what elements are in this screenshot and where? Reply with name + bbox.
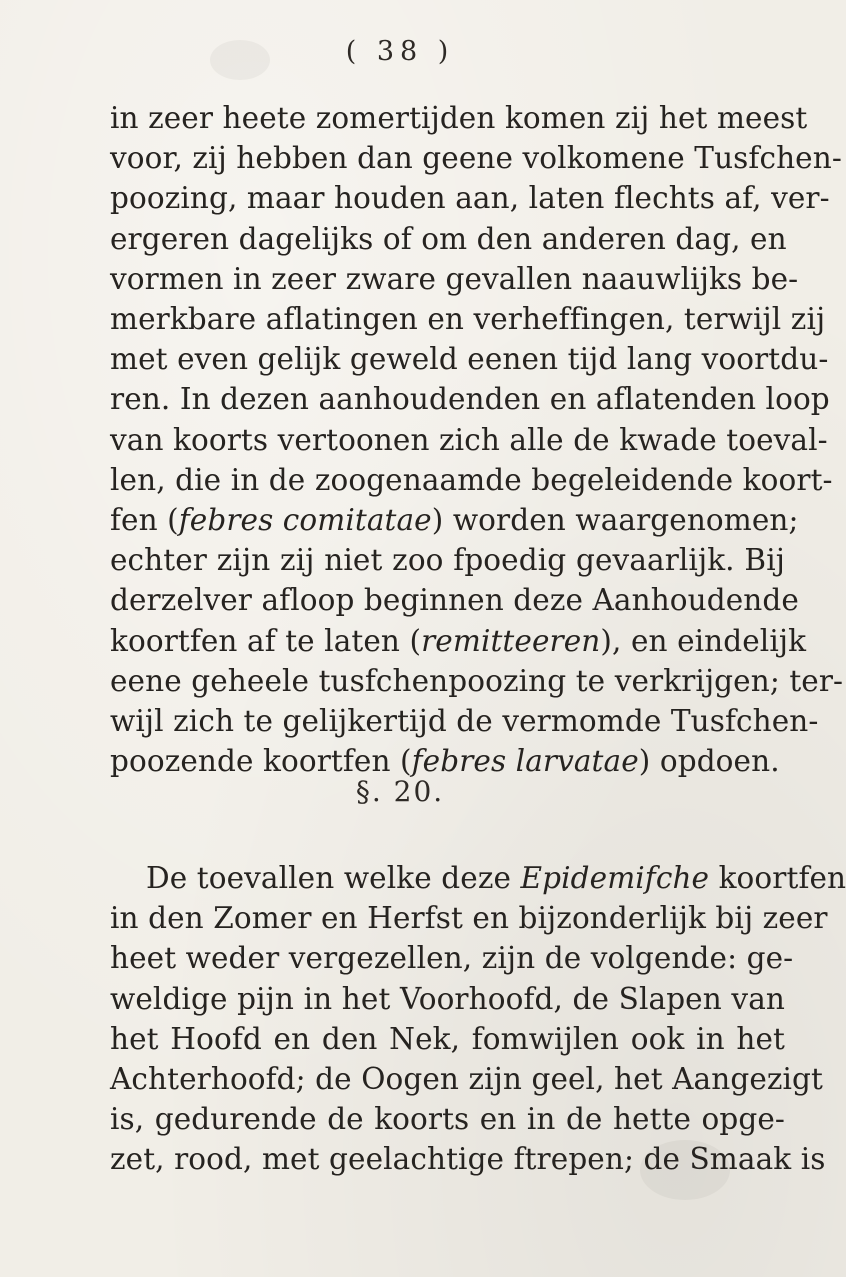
text-line bbox=[110, 701, 819, 741]
text-segment: met even gelijk geweld eenen tijd lang voortdu- bbox=[110, 342, 829, 377]
text-line bbox=[110, 379, 830, 419]
text-segment: derzelver afloop beginnen deze Aanhoudende bbox=[110, 583, 799, 618]
text-line bbox=[110, 219, 785, 259]
section-heading: §. 20. bbox=[355, 775, 445, 808]
text-line bbox=[110, 1059, 823, 1099]
text-line bbox=[110, 938, 794, 978]
latin-term: Epidemifche bbox=[520, 861, 710, 895]
text-line bbox=[110, 420, 828, 460]
text-segment: koortfen af te laten ( bbox=[110, 623, 422, 658]
text-segment: heet weder vergezellen, zijn de volgende: ge- bbox=[110, 941, 794, 976]
paragraph-body-section-20 bbox=[110, 858, 846, 1180]
text-line bbox=[110, 299, 826, 339]
text-segment: ), en eindelijk bbox=[600, 623, 807, 658]
text-segment: weldige pijn in het Voorhoofd, de Slapen van bbox=[110, 981, 785, 1016]
text-line bbox=[110, 979, 785, 1019]
text-line bbox=[110, 178, 830, 218]
text-segment: wijl zich te gelijkertijd de vermomde Tusfchen- bbox=[110, 704, 819, 739]
text-segment: eene geheele tusfchenpoozing te verkrijgen; ter- bbox=[110, 663, 844, 698]
text-line bbox=[110, 460, 833, 500]
text-segment: ) opdoen. bbox=[638, 744, 780, 779]
page-number: ( 38 ) bbox=[345, 36, 455, 67]
text-segment: merkbare aflatingen en verheffingen, terwijl zij bbox=[110, 302, 826, 337]
text-segment: van koorts vertoonen zich alle de kwade toeval- bbox=[110, 422, 828, 457]
text-line bbox=[110, 259, 799, 299]
text-segment: len, die in de zoogenaamde begeleidende koort- bbox=[110, 462, 833, 497]
text-line bbox=[110, 621, 807, 661]
latin-term: remitteeren bbox=[421, 623, 601, 658]
text-segment: voor, zij hebben dan geene volkomene Tusfchen- bbox=[110, 141, 842, 176]
text-segment: Achterhoofd; de Oogen zijn geel, het Aangezigt bbox=[110, 1062, 823, 1097]
text-line bbox=[110, 98, 808, 138]
text-line bbox=[110, 500, 799, 540]
text-line bbox=[110, 1139, 826, 1179]
text-line bbox=[110, 339, 829, 379]
text-line bbox=[110, 898, 828, 938]
text-line bbox=[110, 540, 785, 580]
text-segment: echter zijn zij niet zoo fpoedig gevaarlijk. Bij bbox=[110, 543, 785, 578]
text-segment: koortfen bbox=[709, 861, 846, 895]
text-segment: ergeren dagelijks of om den anderen dag, en bbox=[110, 221, 787, 256]
text-line bbox=[110, 1099, 785, 1139]
text-segment: De toevallen welke deze bbox=[146, 861, 521, 895]
latin-term: febres larvatae bbox=[411, 744, 639, 779]
text-line bbox=[110, 580, 799, 620]
paragraph-body bbox=[110, 98, 844, 781]
text-segment: in den Zomer en Herfst en bijzonderlijk bij zeer bbox=[110, 901, 828, 936]
text-segment: poozende koortfen ( bbox=[110, 744, 412, 779]
text-line bbox=[110, 858, 846, 898]
text-segment: is, gedurende de koorts en in de hette opge- bbox=[110, 1102, 785, 1137]
text-line bbox=[110, 1019, 785, 1059]
text-segment: zet, rood, met geelachtige ftrepen; de Smaak is bbox=[110, 1142, 826, 1177]
text-segment: poozing, maar houden aan, laten flechts af, ver- bbox=[110, 181, 830, 216]
text-segment: vormen in zeer zware gevallen naauwlijks be- bbox=[110, 261, 799, 296]
latin-term: febres comitatae bbox=[178, 503, 432, 538]
text-segment: fen ( bbox=[110, 503, 179, 538]
text-segment: in zeer heete zomertijden komen zij het meest bbox=[110, 101, 808, 135]
text-line bbox=[110, 138, 842, 178]
text-segment: het Hoofd en den Nek, fomwijlen ook in het bbox=[110, 1021, 785, 1056]
text-line bbox=[110, 661, 844, 701]
text-segment: ren. In dezen aanhoudenden en aflatenden loop bbox=[110, 382, 830, 417]
text-segment: ) worden waargenomen; bbox=[431, 503, 799, 538]
